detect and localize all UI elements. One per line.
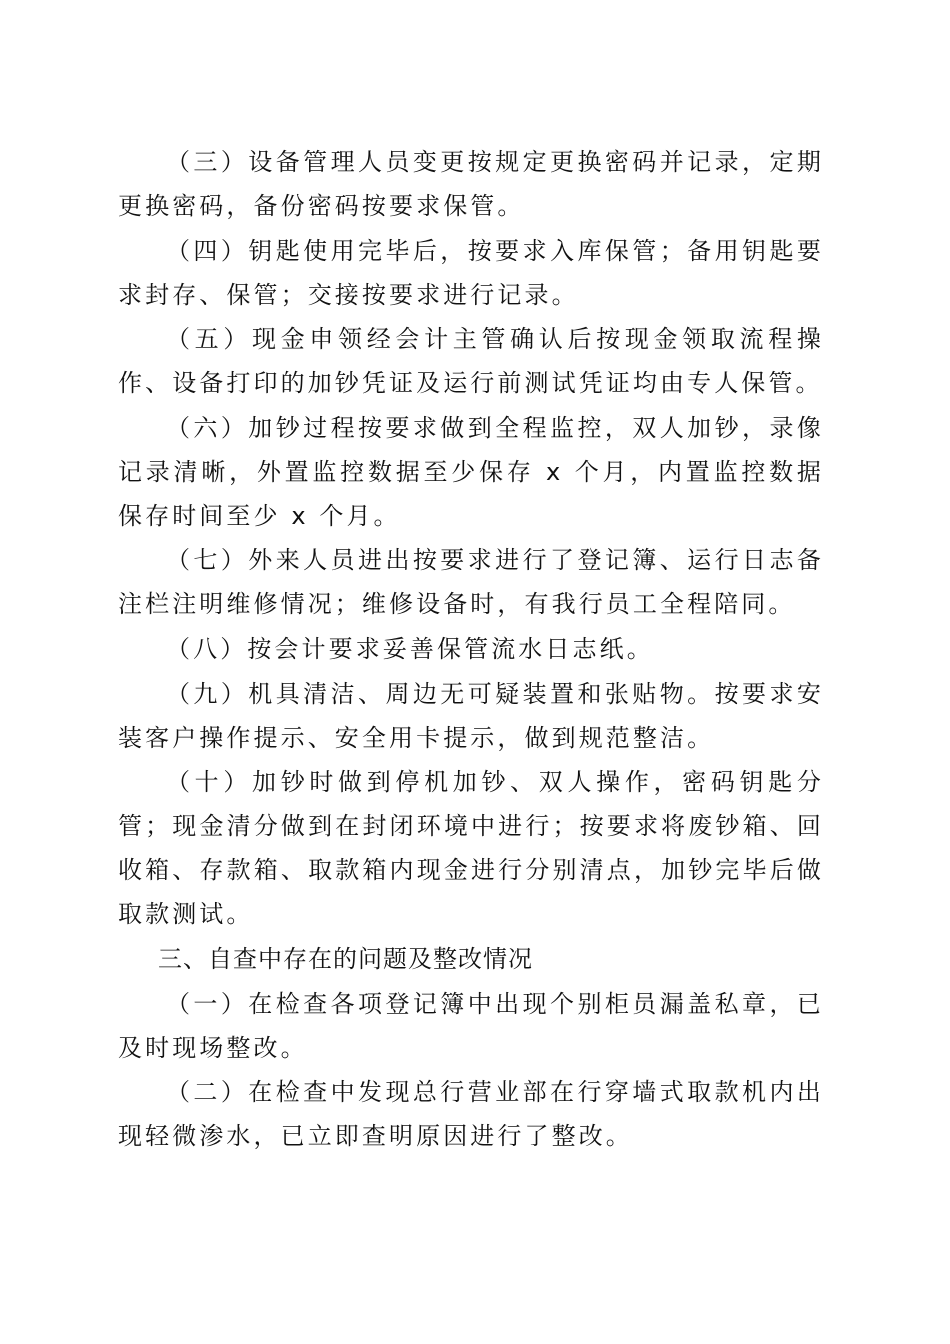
paragraph-7: （七）外来人员进出按要求进行了登记簿、运行日志备注栏注明维修情况；维修设备时，有我行员工全程陪同。 — [118, 546, 824, 619]
section-heading: 三、自查中存在的问题及整改情况 — [158, 944, 533, 973]
paragraph-5: （五）现金申领经会计主管确认后按现金领取流程操作、设备打印的加钞凭证及运行前测试凭证均由专人保管。 — [118, 325, 824, 398]
paragraph-3: （三）设备管理人员变更按规定更换密码并记录，定期更换密码，备份密码按要求保管。 — [118, 148, 824, 220]
issue-paragraph-2: （二）在检查中发现总行营业部在行穿墙式取款机内出现轻微渗水，已立即查明原因进行了整改。 — [118, 1078, 824, 1151]
paragraph-10: （十）加钞时做到停机加钞、双人操作，密码钥匙分管；现金清分做到在封闭环境中进行；按要求将废钞箱、回收箱、存款箱、取款箱内现金进行分别清点，加钞完毕后做取款测试。 — [118, 768, 824, 929]
issue-paragraph-1: （一）在检查各项登记簿中出现个别柜员漏盖私章，已及时现场整改。 — [118, 989, 824, 1062]
paragraph-9: （九）机具清洁、周边无可疑装置和张贴物。按要求安装客户操作提示、安全用卡提示，做到规范整洁。 — [118, 679, 824, 752]
document-body — [118, 140, 824, 1159]
paragraph-6: （六）加钞过程按要求做到全程监控，双人加钞，录像记录清晰，外置监控数据至少保存 x 个月，内置监控数据保存时间至少 x 个月。 — [118, 413, 824, 530]
paragraph-4: （四）钥匙使用完毕后，按要求入库保管；备用钥匙要求封存、保管；交接按要求进行记录。 — [118, 236, 824, 309]
paragraph-8: （八）按会计要求妥善保管流水日志纸。 — [166, 634, 654, 663]
